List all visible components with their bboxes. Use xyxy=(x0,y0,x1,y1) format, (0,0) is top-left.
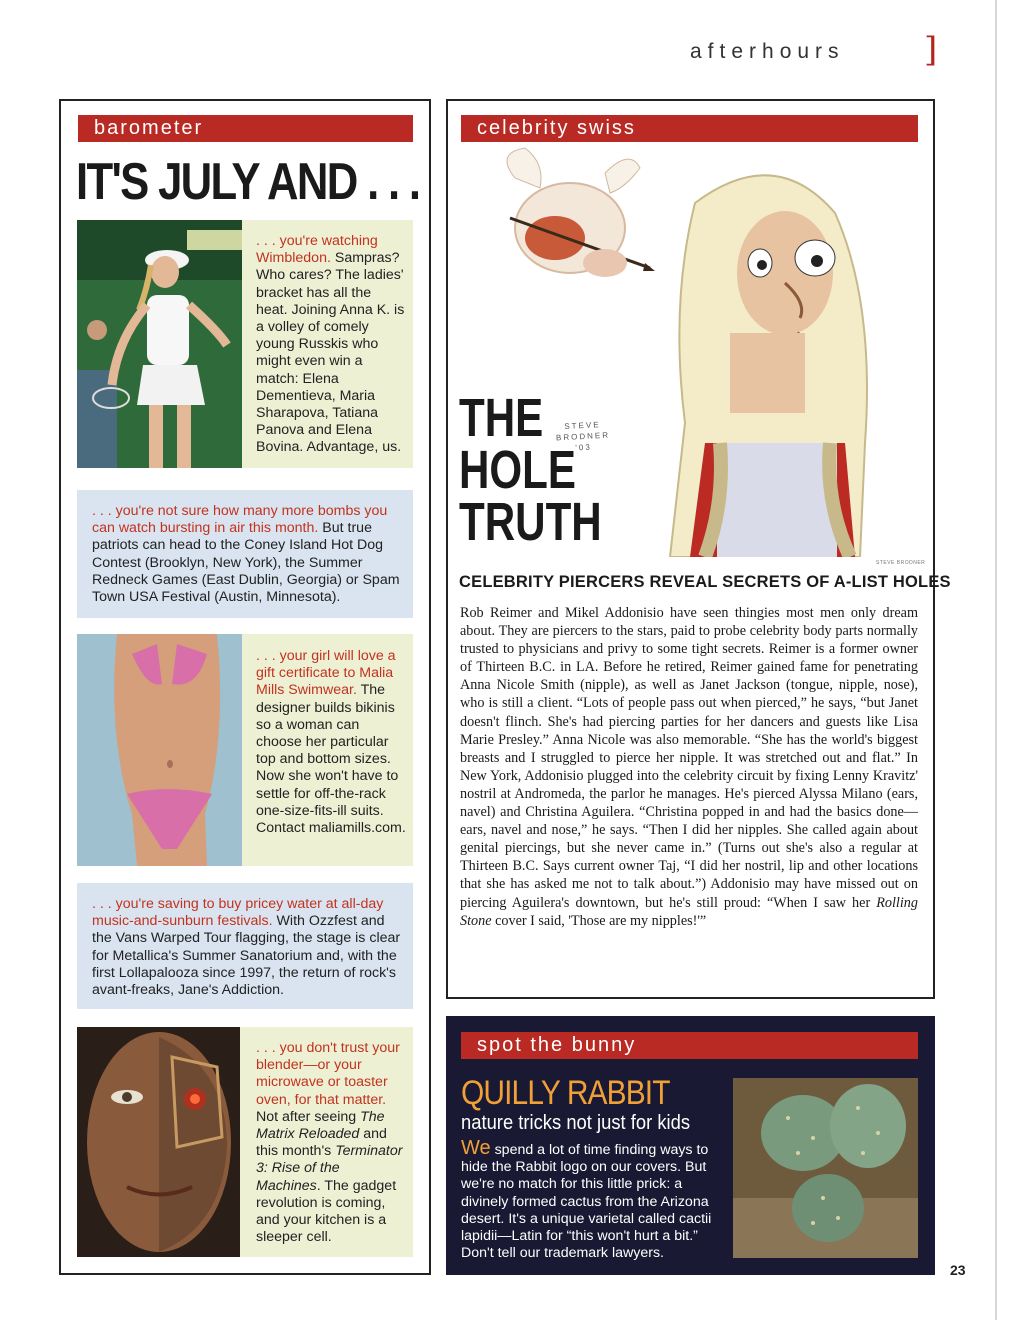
illustration-credit: STEVE BRODNER xyxy=(876,560,926,566)
terminator-photo xyxy=(77,1027,240,1257)
page-number: 23 xyxy=(950,1262,966,1278)
item-5-body-c: . The gadget revolution is coming, and your kitchen is a sleeper cell. xyxy=(256,1177,397,1246)
item-3-lead: . . . your girl will love a gift certificate to Malia Mills Swimwear. xyxy=(256,648,396,699)
item-2-body: But true patriots can head to the Coney Island Hot Dog Contest (Brooklyn, New York), the Summer Redneck Games (East Dublin, Georgia) or Spam Town USA Festival (Austin, Minnesota). xyxy=(92,520,400,606)
section-header: afterhours xyxy=(690,40,845,63)
barometer-tag: barometer xyxy=(78,115,413,142)
girl-caricature xyxy=(670,175,867,557)
signature-line-1: STEVE xyxy=(564,420,601,431)
item-2-lead: . . . you're not sure how many more bombs you can watch bursting in air this month. xyxy=(92,503,388,537)
item-5-title-terminator: Terminator 3: Rise of the Machines xyxy=(256,1143,403,1194)
item-5-title-matrix: The Matrix Reloaded xyxy=(256,1108,385,1143)
article-display-title xyxy=(459,388,602,552)
barometer-headline: IT'S JULY AND . . . xyxy=(76,153,420,211)
item-5-body-b: and this month's xyxy=(256,1126,387,1160)
signature-line-3: '03 xyxy=(575,442,593,453)
item-1-body: Sampras? Who cares? The ladies' bracket has all the heat. Joining Anna K. is a volley of comely young Russkis who might even win a match: Elena Dementieva, Maria Sharapova, Tatiana Panova and Elena Bovina. Advantage, us. xyxy=(256,250,405,456)
tennis-player-photo xyxy=(77,220,242,468)
artist-signature xyxy=(555,419,611,455)
title-line-2: HOLE xyxy=(459,440,577,500)
article-body-main: Rob Reimer and Mikel Addonisio have seen thingies most men only dream about. They are piercers to the stars, paid to probe celebrity body parts normally trusted to physicians and privy to some tight secrets. Reimer is a former owner of Thirteen B.C. in LA. Before he retired, Reimer gained fame for penetrating Anna Nicole Smith (nipple), as well as Janet Jackson (tongue, nipple, nose), who is still a client. “Lots of people pass out when pierced,” he says, “but Janet doesn't flinch. She's had piercing parties for her dancers and guests like Lisa Marie Presley.” Anna Nicole was also memorable. “She has the world's biggest breasts and I struggled to pierce her nipple. It was stretched out and flat.” In New York, Addonisio plugged into the celebrity circuit by fixing Lenny Kravitz' nostril at Andromeda, the parlor he manages. He's pierced Alyssa Milano (ears, navel) and Christina Aguilera. “Christina popped in and had the basics done—ears, navel and nose,” he says. “Then I did her nipples. She called again about genital piercings, but she never came in.” (Turns out she's also a regular at Thirteen B.C. Says current owner Taj, “I did her nostril, lip and other locations that she has asked me not to talk about.”) Addonisio may have missed out on piercing Aguilera's downtown, but he's still proud: “When I saw her xyxy=(460,605,918,911)
celebrity-tag: celebrity swiss xyxy=(461,115,918,142)
article-body xyxy=(460,604,918,930)
item-4-lead: . . . you're saving to buy pricey water at all-day music-and-sunburn festivals. xyxy=(92,896,384,930)
section-bracket: ] xyxy=(924,30,938,70)
barometer-item-1-text xyxy=(256,233,406,457)
barometer-item-5-text xyxy=(256,1040,404,1246)
bunny-subtitle: nature tricks not just for kids xyxy=(461,1112,691,1134)
item-3-body: The designer builds bikinis so a woman can choose her particular top and bottom sizes. Now she won't have to settle for off-the-rack one-size-fits-ill suits. Contact maliamills.com. xyxy=(256,682,406,837)
bunny-title: QUILLY RABBIT xyxy=(461,1074,670,1112)
title-line-3: TRUTH xyxy=(459,492,602,552)
bunny-body-text: spend a lot of time finding ways to hide the Rabbit logo on our covers. But we're no match for this little prick: a divinely formed cactus from the Arizona desert. It's a unique varietal called cactii lapidii—Latin for “this won't hurt a bit.” Don't tell our trademark lawyers. xyxy=(461,1142,712,1262)
item-5-body-a: Not after seeing xyxy=(256,1108,361,1125)
barometer-item-3-text xyxy=(256,648,406,837)
cactus-photo xyxy=(733,1078,918,1258)
article-body-magazine: Rolling Stone xyxy=(460,894,918,929)
barometer-item-4-text xyxy=(92,896,404,999)
article-headline: CELEBRITY PIERCERS REVEAL SECRETS OF A-LIST HOLES xyxy=(459,573,951,591)
item-4-body: With Ozzfest and the Vans Warped Tour flagging, the stage is clear for Metallica's Summer Sanatorium and, with the first Lollapalooza since 1997, the return of rock's avant-freaks, Jane's Addiction. xyxy=(92,913,401,999)
barometer-item-2-text xyxy=(92,503,404,606)
bunny-tag: spot the bunny xyxy=(461,1032,918,1059)
item-1-lead: . . . you're watching Wimbledon. xyxy=(256,233,378,267)
title-line-1: THE xyxy=(459,388,544,448)
item-5-lead: . . . you don't trust your blender—or your microwave or toaster oven, for that matter. xyxy=(256,1040,400,1108)
bikini-photo xyxy=(77,634,242,866)
page-edge-divider xyxy=(995,0,997,1320)
article-body-end: cover I said, 'Those are my nipples!'” xyxy=(491,912,707,929)
bunny-dropcap: We xyxy=(461,1137,491,1159)
bunny-body xyxy=(461,1137,723,1262)
signature-line-2: BRODNER xyxy=(555,430,611,443)
